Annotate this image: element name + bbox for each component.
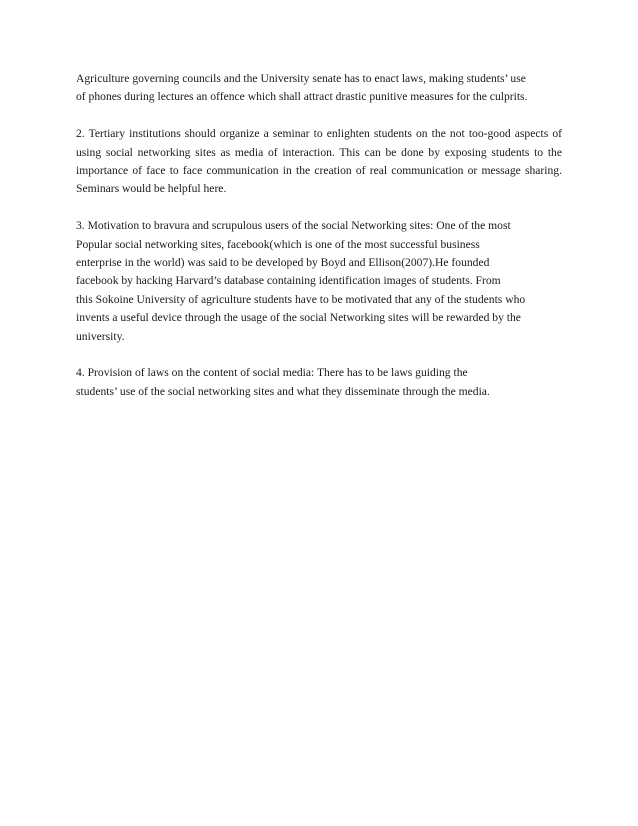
paragraph-line: 4. Provision of laws on the content of social media: There has to be laws guiding the bbox=[76, 366, 468, 380]
paragraph-2: 2. Tertiary institutions should organize a seminar to enlighten students on the not too-good aspects of using social networking sites as media of interaction. This can be done by exposing students to the importance of face to face communication in the creation of real communication or message sharing. Seminars would be helpful here. bbox=[76, 127, 562, 196]
paragraph-line: invents a useful device through the usage of the social Networking sites will be rewarded by the bbox=[76, 311, 521, 325]
paragraph-line: 3. Motivation to bravura and scrupulous users of the social Networking sites: One of the most bbox=[76, 219, 511, 233]
paragraph-3 bbox=[76, 217, 562, 346]
paragraph-4 bbox=[76, 364, 562, 401]
paragraph-line: of phones during lectures an offence which shall attract drastic punitive measures for the culprits. bbox=[76, 90, 528, 104]
paragraph-line: students’ use of the social networking sites and what they disseminate through the media. bbox=[76, 384, 490, 398]
paragraph-line: facebook by hacking Harvard’s database containing identification images of students. From bbox=[76, 274, 501, 288]
paragraph-line: university. bbox=[76, 329, 125, 343]
paragraph-line: this Sokoine University of agriculture students have to be motivated that any of the students who bbox=[76, 292, 526, 306]
paragraph-1 bbox=[76, 70, 562, 107]
paragraph-line: Agriculture governing councils and the University senate has to enact laws, making students’ use bbox=[76, 72, 526, 85]
paragraph-line: enterprise in the world) was said to be developed by Boyd and Ellison(2007).He founded bbox=[76, 256, 490, 270]
document-body bbox=[76, 70, 562, 420]
paragraph-line: Popular social networking sites, facebook(which is one of the most successful business bbox=[76, 237, 480, 251]
